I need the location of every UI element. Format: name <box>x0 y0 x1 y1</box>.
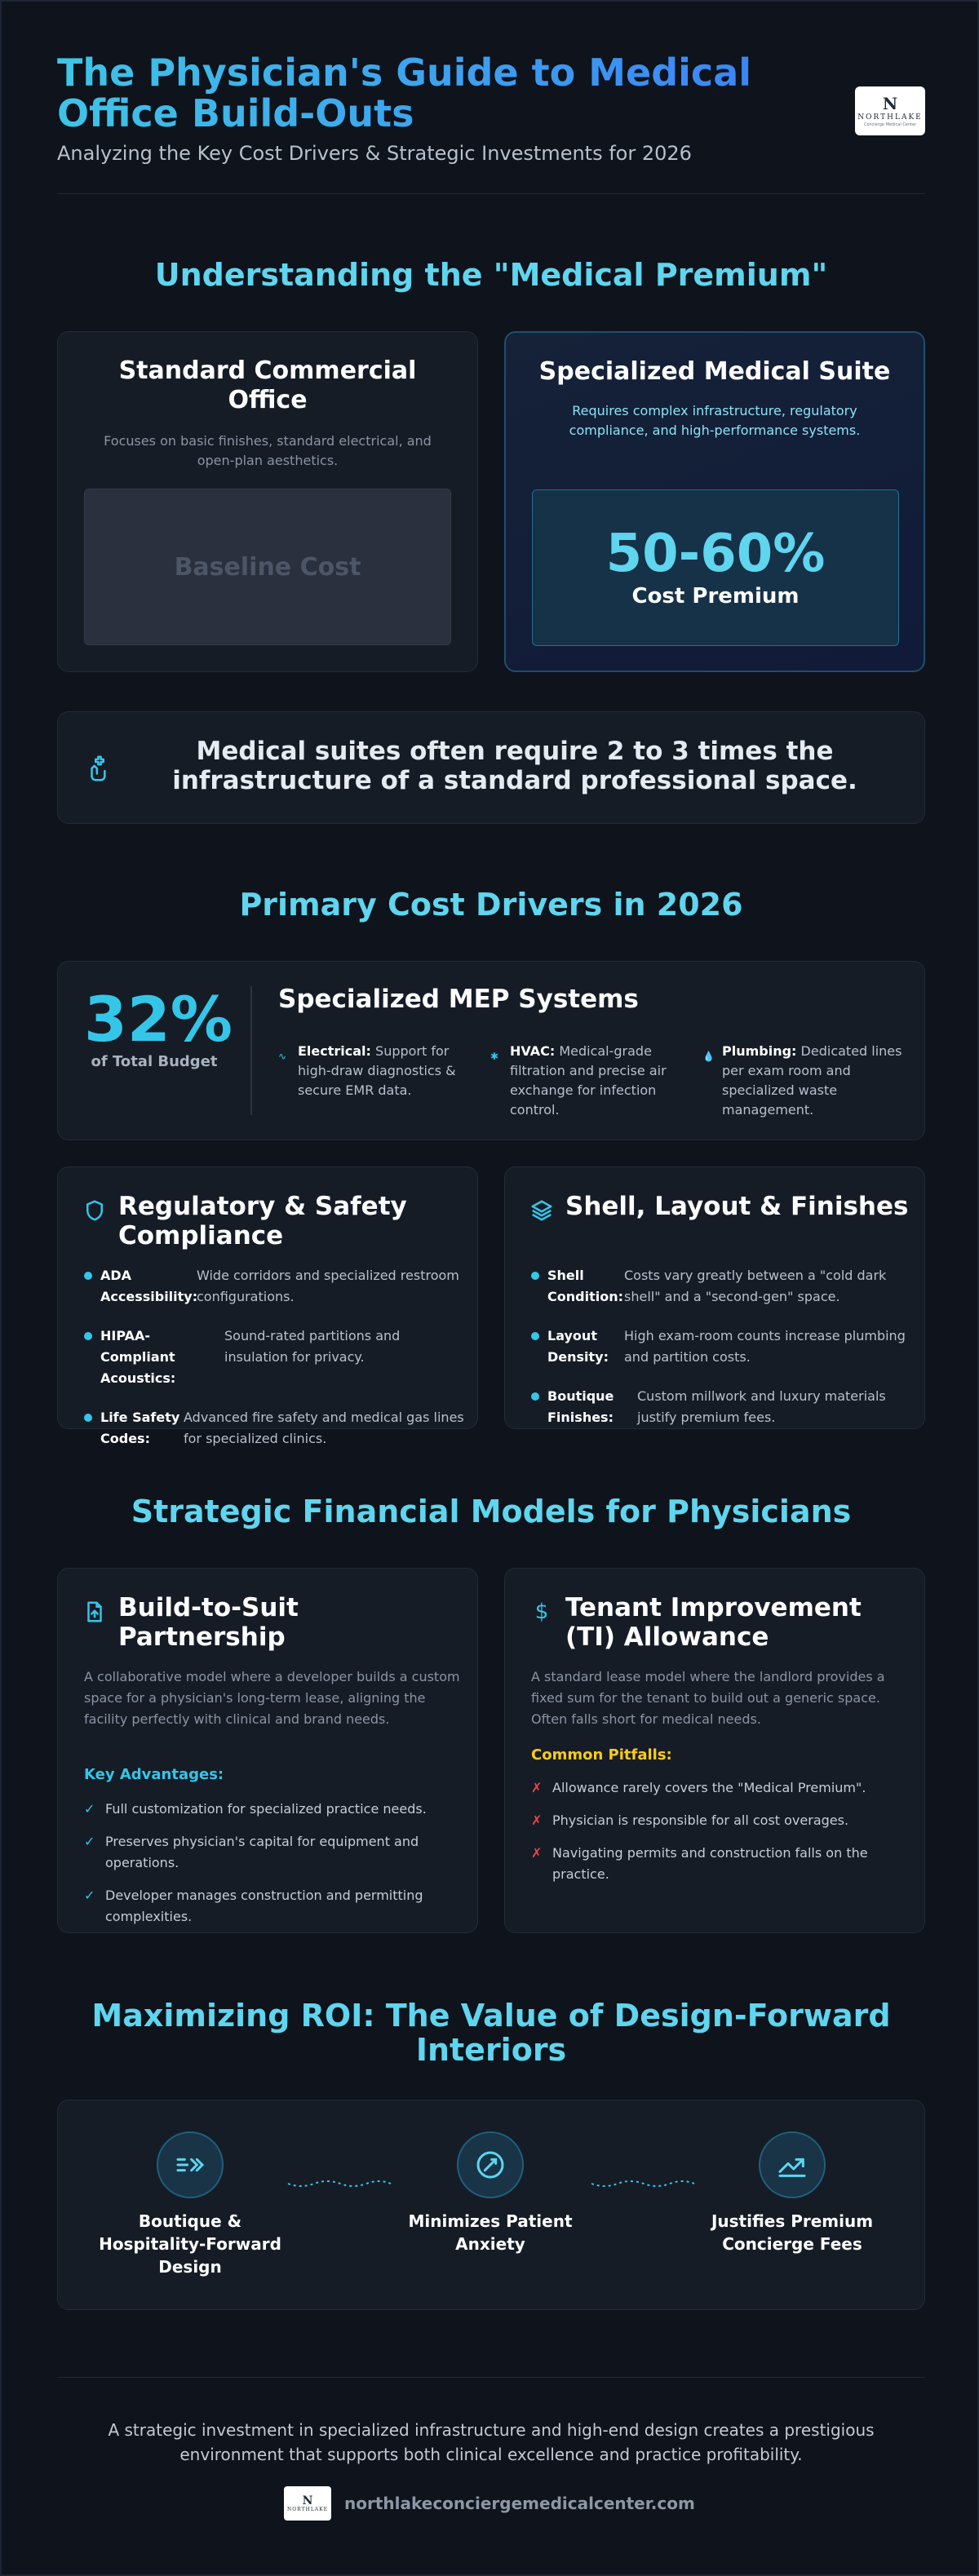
list-item-key: Boutique Finishes: <box>547 1388 614 1425</box>
list-item-text: Physician is responsible for all cost overages. <box>552 1812 849 1828</box>
shell-header <box>529 1192 913 1223</box>
list-item <box>84 1799 464 1820</box>
roi-card <box>57 2100 925 2310</box>
list-item-text: Full customization for specialized practice needs. <box>105 1801 427 1817</box>
mep-item-hvac <box>490 1042 694 1120</box>
mep-budget-label: of Total Budget <box>91 1053 218 1070</box>
roi-item-patient-anxiety <box>384 2131 596 2255</box>
baseline-cost-label: Baseline Cost <box>174 552 361 582</box>
trending-up-icon-badge <box>759 2131 826 2198</box>
list-item <box>531 1777 911 1799</box>
list-item-text: Advanced fire safety and medical gas lines for specialized clinics. <box>184 1410 464 1446</box>
regulatory-header <box>82 1192 466 1250</box>
list-item <box>84 1265 467 1308</box>
cross-icon: ✗ <box>531 1780 543 1795</box>
logo-tagline: Concierge Medical Center <box>863 122 917 127</box>
list-item-key: Life Safety Codes: <box>100 1410 180 1446</box>
bullet-dot <box>84 1272 92 1280</box>
page-title: The Physician's Guide to Medical Office Build-Outs <box>57 52 791 134</box>
connector-squiggle <box>286 2174 392 2193</box>
mep-systems-card <box>57 961 925 1140</box>
shell-list <box>531 1265 915 1446</box>
check-icon: ✓ <box>84 1834 95 1849</box>
trending-up-icon <box>776 2149 808 2181</box>
common-pitfalls-heading: Common Pitfalls: <box>531 1746 672 1764</box>
advantages-list <box>84 1799 464 1939</box>
page-subtitle: Analyzing the Key Cost Drivers & Strategic Investments for 2026 <box>57 142 692 165</box>
list-item <box>84 1885 464 1928</box>
layers-icon <box>529 1198 554 1223</box>
shell-layout-card <box>504 1166 925 1429</box>
roi-item-label: Boutique & Hospitality-Forward Design <box>99 2211 281 2277</box>
mep-budget-stat <box>84 983 233 1070</box>
list-item-key: Layout Density: <box>547 1328 609 1365</box>
fast-forward-icon-badge <box>157 2131 224 2198</box>
regulatory-compliance-card <box>57 1166 478 1446</box>
check-icon: ✓ <box>84 1888 95 1903</box>
mep-systems-title: Specialized MEP Systems <box>278 985 639 1014</box>
key-advantages-heading: Key Advantages: <box>84 1766 224 1783</box>
roi-item-boutique-design <box>84 2131 296 2278</box>
cost-drivers-heading: Primary Cost Drivers in 2026 <box>239 887 743 923</box>
list-item-text: Developer manages construction and permitting complexities. <box>105 1888 423 1924</box>
financial-models-heading: Strategic Financial Models for Physicians <box>131 1494 852 1529</box>
build-to-suit-description: A collaborative model where a developer builds a custom space for a physician's long-term lease, aligning the facility perfectly with clinical and brand needs. <box>84 1669 460 1727</box>
list-item <box>84 1831 464 1874</box>
list-item <box>531 1810 911 1831</box>
file-upload-icon <box>82 1600 107 1624</box>
footer-logo-mark: N <box>302 2494 313 2507</box>
standard-office-title: Standard Commercial Office <box>118 356 417 414</box>
mep-item-key: HVAC: <box>510 1043 556 1059</box>
list-item-key: HIPAA-Compliant Acoustics: <box>100 1328 176 1386</box>
mep-divider <box>250 986 252 1115</box>
standard-office-description: Focuses on basic finishes, standard electrical, and open-plan aesthetics. <box>104 433 432 468</box>
cost-premium-value: 50-60% <box>605 524 826 584</box>
shield-icon <box>82 1198 107 1223</box>
pulse-icon: ∿ <box>278 1051 287 1062</box>
bullet-dot <box>84 1414 92 1422</box>
list-item <box>531 1843 911 1885</box>
gauge-icon <box>474 2149 507 2181</box>
list-item-key: Shell Condition: <box>547 1268 623 1304</box>
header <box>57 52 925 194</box>
ti-allowance-card <box>504 1568 925 1933</box>
footer-logo <box>284 2486 331 2521</box>
list-item-text: Costs vary greatly between a "cold dark shell" and a "second-gen" space. <box>624 1268 887 1304</box>
gauge-icon-badge <box>457 2131 524 2198</box>
list-item <box>84 1407 467 1450</box>
build-to-suit-header <box>82 1593 466 1652</box>
ti-allowance-header <box>529 1593 913 1652</box>
mep-item-text: Medical-grade filtration and precise air exchange for infection control. <box>510 1043 667 1118</box>
list-item-text: Custom millwork and luxury materials justify premium fees. <box>637 1388 886 1425</box>
bullet-dot <box>531 1272 539 1280</box>
list-item-text: Navigating permits and construction falls on the practice. <box>552 1845 868 1882</box>
mep-item-text: Dedicated lines per exam room and specialized waste management. <box>722 1043 902 1118</box>
medical-premium-heading: Understanding the "Medical Premium" <box>154 257 828 293</box>
list-item-key: ADA Accessibility: <box>100 1268 198 1304</box>
build-to-suit-title: Build-to-Suit Partnership <box>118 1593 299 1652</box>
mep-item-plumbing <box>702 1042 906 1120</box>
footer-divider <box>57 2377 925 2378</box>
roi-item-label: Justifies Premium Concierge Fees <box>711 2211 874 2254</box>
regulatory-title: Regulatory & Safety Compliance <box>118 1192 407 1250</box>
hand-with-medical-cross-icon <box>84 753 115 784</box>
list-item-text: Wide corridors and specialized restroom configurations. <box>197 1268 459 1304</box>
footer-brand <box>284 2486 695 2521</box>
list-item-text: High exam-room counts increase plumbing and partition costs. <box>624 1328 906 1365</box>
mep-item-electrical <box>278 1042 482 1100</box>
list-item <box>84 1326 467 1389</box>
mep-item-text: Support for high-draw diagnostics & secure EMR data. <box>298 1043 456 1098</box>
shell-title: Shell, Layout & Finishes <box>565 1192 909 1221</box>
list-item <box>531 1386 915 1428</box>
dollar-icon: $ <box>534 1600 549 1624</box>
bullet-dot <box>531 1392 539 1401</box>
cost-premium-label: Cost Premium <box>631 584 800 609</box>
connector-squiggle <box>590 2174 696 2193</box>
logo-mark: N <box>882 93 898 113</box>
medical-suite-card <box>504 331 925 672</box>
droplet-icon: 💧 <box>702 1051 715 1062</box>
roi-heading: Maximizing ROI: The Value of Design-Forward Interiors <box>91 1998 891 2068</box>
infrastructure-callout <box>57 711 925 824</box>
infrastructure-callout-text: Medical suites often require 2 to 3 times the infrastructure of a standard professional space. <box>172 737 857 795</box>
list-item-text: Preserves physician's capital for equipment and operations. <box>105 1834 419 1870</box>
bullet-dot <box>84 1332 92 1340</box>
snowflake-icon: ✱ <box>490 1051 499 1062</box>
mep-budget-value: 32% <box>84 983 233 1056</box>
baseline-cost-box <box>84 489 451 645</box>
bullet-dot <box>531 1332 539 1340</box>
pitfalls-list <box>531 1777 911 1897</box>
logo-name: NORTHLAKE <box>857 113 923 122</box>
regulatory-list <box>84 1265 467 1467</box>
footer-logo-name: NORTHLAKE <box>287 2506 328 2512</box>
fast-forward-icon <box>174 2149 206 2181</box>
cross-icon: ✗ <box>531 1845 543 1861</box>
ti-allowance-description: A standard lease model where the landlord provides a fixed sum for the tenant to build out a generic space. Often falls short for medical needs. <box>531 1669 885 1727</box>
medical-suite-title: Specialized Medical Suite <box>538 357 891 386</box>
build-to-suit-card <box>57 1568 478 1933</box>
cross-icon: ✗ <box>531 1812 543 1828</box>
website-link[interactable]: northlakeconciergemedicalcenter.com <box>344 2494 695 2513</box>
list-item <box>531 1326 915 1368</box>
medical-suite-description: Requires complex infrastructure, regulatory compliance, and high-performance systems. <box>569 403 861 438</box>
mep-item-key: Plumbing: <box>722 1043 797 1059</box>
footer-statement: A strategic investment in specialized infrastructure and high-end design creates a prestigious environment that supports both clinical excellence and practice profitability. <box>108 2420 875 2464</box>
list-item <box>531 1265 915 1308</box>
northlake-logo <box>855 86 925 135</box>
roi-item-label: Minimizes Patient Anxiety <box>408 2211 573 2254</box>
roi-item-concierge-fees <box>686 2131 898 2255</box>
standard-office-card <box>57 331 478 672</box>
ti-allowance-title: Tenant Improvement (TI) Allowance <box>565 1593 862 1652</box>
check-icon: ✓ <box>84 1801 95 1817</box>
cost-premium-box <box>532 489 899 646</box>
list-item-text: Allowance rarely covers the "Medical Premium". <box>552 1780 866 1795</box>
list-item-text: Sound-rated partitions and insulation for privacy. <box>224 1328 401 1365</box>
mep-item-key: Electrical: <box>298 1043 371 1059</box>
